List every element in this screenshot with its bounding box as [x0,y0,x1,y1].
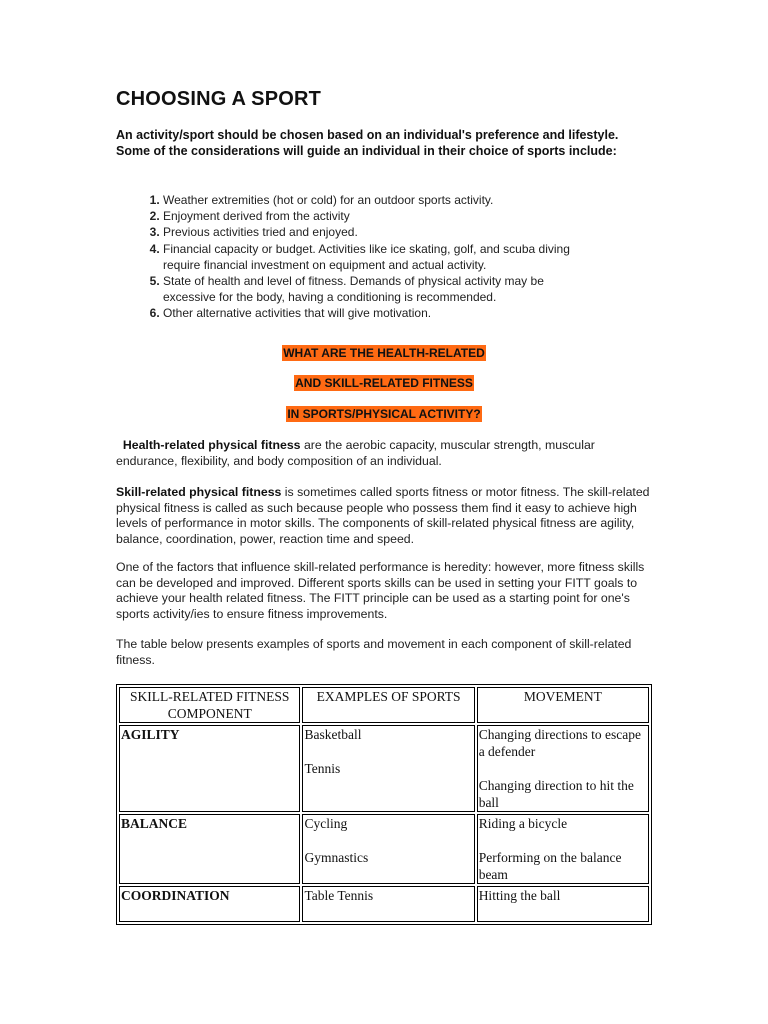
section-heading-line-3 [116,407,652,421]
list-item: 4. Financial capacity or budget. Activities like ice skating, golf, and scuba diving require financial investment on equipment and actual activity. [163,241,583,273]
component-cell: COORDINATION [119,886,300,922]
header-movement: MOVEMENT [477,687,649,723]
heredity-paragraph: One of the factors that influence skill-related performance is heredity: however, more fitness skills can be developed and improved. Different sports skills can be used in setting your FITT goals to achieve your health related fitness. The FITT principle can be used as a starting point for one's sports activity/ies to ensure fitness improvements. [116,560,645,621]
table-row [119,725,649,812]
health-related-text: are the aerobic capacity, muscular strength, muscular endurance, flexibility, and body composition of an individual. [116,438,595,468]
skill-related-term: Skill-related physical fitness [116,485,282,499]
sports-cell [302,814,474,884]
table-intro-paragraph: The table below presents examples of sports and movement in each component of skill-related fitness. [116,637,632,667]
component-cell: AGILITY [119,725,300,812]
table-header-row [119,687,649,723]
sports-cell [302,725,474,812]
movement-cell [477,886,649,922]
sport-name: Gymnastics [304,850,369,865]
list-item: 1. Weather extremities (hot or cold) for an outdoor sports activity. [163,192,583,208]
list-item: 3. Previous activities tried and enjoyed. [163,224,583,240]
movement-text: Changing direction to hit the ball [478,778,634,810]
movement-text: Changing directions to escape a defender [478,727,642,759]
highlighted-heading-text: WHAT ARE THE HEALTH-RELATED [283,346,485,360]
health-related-term: Health-related physical fitness [122,438,301,452]
movement-cell [477,814,649,884]
skill-fitness-table [116,684,652,925]
sport-name: Cycling [304,816,348,831]
skill-related-paragraph [116,485,656,547]
section-heading-line-1 [116,346,652,360]
sport-name: Tennis [304,761,341,776]
list-item: 2. Enjoyment derived from the activity [163,208,583,224]
table-row [119,814,649,884]
movement-text: Hitting the ball [478,888,561,903]
sport-name: Basketball [304,727,362,742]
component-cell: BALANCE [119,814,300,884]
movement-text: Performing on the balance beam [478,850,622,882]
highlighted-heading-text: IN SPORTS/PHYSICAL ACTIVITY? [287,407,481,421]
considerations-list [136,192,583,322]
movement-cell [477,725,649,812]
page-title: CHOOSING A SPORT [116,88,322,110]
intro-paragraph: An activity/sport should be chosen based on an individual's preference and lifestyle. Some of the considerations will guide an individual in their choice of sports include: [116,128,619,158]
header-sports: EXAMPLES OF SPORTS [302,687,474,723]
list-item: 6. Other alternative activities that will give motivation. [163,305,583,321]
header-component: SKILL-RELATED FITNESS COMPONENT [119,687,300,723]
highlighted-heading-text: AND SKILL-RELATED FITNESS [295,376,473,390]
list-item: 5. State of health and level of fitness. Demands of physical activity may be excessive for the body, having a conditioning is recommended. [163,273,583,305]
sports-cell [302,886,474,922]
skill-related-text: is sometimes called sports fitness or motor fitness. The skill-related physical fitness is called as such because people who possess them find it easy to achieve high levels of performance in motor skills. The components of skill-related physical fitness are agility, balance, coordination, power, reaction time and speed. [116,485,650,546]
movement-text: Riding a bicycle [478,816,568,831]
health-related-paragraph [116,438,656,469]
sport-name: Table Tennis [304,888,374,903]
table-row [119,886,649,922]
section-heading-line-2 [116,376,652,390]
